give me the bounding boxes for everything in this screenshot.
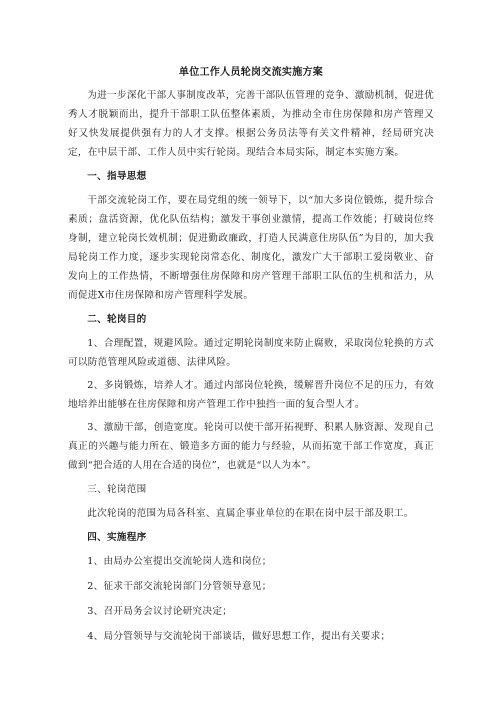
purpose-item-3: 3、激励干部，创造宽度。轮岗可以使干部开拓视野、积累人脉资源、发现自己真正的兴趣与能力所在、锻造多方面的能力与经验，从而拓宽干部工作宽度，真正做到“把合适的人用在合适的岗位”，也就是“以人为本”。 <box>68 422 434 471</box>
section-heading-implementation-procedure: 四、实施程序 <box>87 532 147 543</box>
section-heading-rotation-purpose: 二、轮岗目的 <box>87 314 147 325</box>
purpose-item-1: 1、合理配置，规避风险。通过定期轮岗制度来防止腐败，采取岗位轮换的方式可以防范管理风险或道德、法律风险。 <box>68 338 434 368</box>
procedure-item-4: 4、局分管领导与交流轮岗干部谈话，做好思想工作，提出有关要求； <box>87 631 391 642</box>
procedure-item-1: 1、由局办公室提出交流轮岗人选和岗位； <box>87 556 272 567</box>
intro-paragraph: 为进一步深化干部人事制度改革，完善干部队伍管理的竞争、激励机制，促进优秀人才脱颖而出，提升干部职工队伍整体素质，为推动全市住房保障和房产管理又好又快发展提供强有力的人才支撑。根据公务员法等有关文件精神，经局研究决定，在中层干部、工作人员中实行轮岗。现结合本局实际，制定本实施方案。 <box>68 90 434 158</box>
procedure-item-3: 3、召开局务会议讨论研究决定； <box>87 606 233 617</box>
document-title: 单位工作人员轮岗交流实施方案 <box>178 67 324 78</box>
procedure-item-2: 2、征求干部交流轮岗部门分管领导意见； <box>87 581 272 592</box>
purpose-item-2: 2、多岗锻炼，培养人才。通过内部岗位轮换，缓解晋升岗位不足的压力，有效地培养出能够在住房保障和房产管理工作中独挡一面的复合型人才。 <box>68 380 434 410</box>
section-heading-guiding-ideology: 一、指导思想 <box>87 171 147 182</box>
rotation-scope-paragraph: 此次轮岗的范围为局各科室、直属企事业单位的在职在岗中层干部及职工。 <box>87 508 414 519</box>
section-heading-rotation-scope: 三、轮岗范围 <box>87 484 147 495</box>
guiding-ideology-paragraph: 干部交流轮岗工作，要在局党组的统一领导下，以“加大多岗位锻炼，提升综合素质；盘活资源，优化队伍结构；激发干事创业激情，提高工作效能；打破岗位终身制，建立轮岗长效机制；促进勤政廉政，打造人民满意住房队伍”为目的，加大我局轮岗工作力度，逐步实现轮岗常态化、制度化，激发广大干部职工爱岗敬业、奋发向上的工作热情，不断增强住房保障和房产管理干部职工队伍的生机和活力，从而促进X市住房保障和房产管理科学发展。 <box>68 195 434 301</box>
